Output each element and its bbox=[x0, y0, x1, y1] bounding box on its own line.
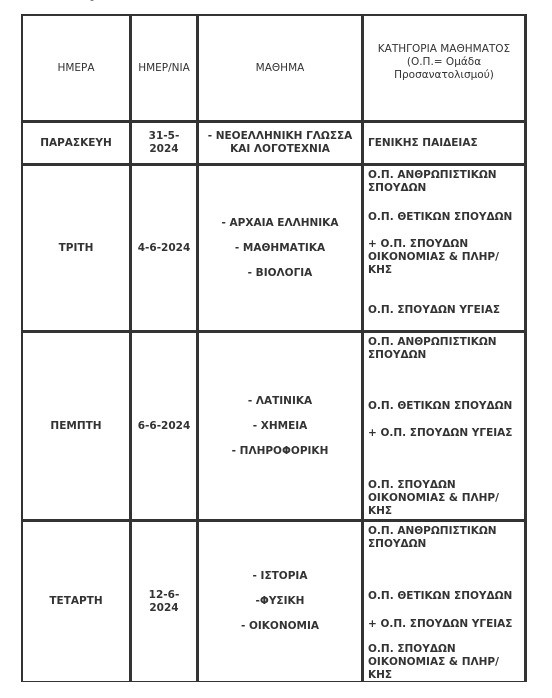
table-row-4-categories bbox=[364, 522, 524, 681]
day-label: ΤΕΤΑΡΤΗ bbox=[49, 595, 103, 607]
category-item: Ο.Π. ΘΕΤΙΚΩΝ ΣΠΟΥΔΩΝ bbox=[368, 400, 513, 412]
header-category-line3: Προσανατολισμού) bbox=[394, 69, 494, 81]
header-day bbox=[23, 16, 129, 120]
exam-schedule-table bbox=[21, 14, 527, 682]
subject-item: - ΑΡΧΑΙΑ ΕΛΛΗΝΙΚΑ bbox=[221, 216, 339, 229]
subject-item: - ΜΑΘΗΜΑΤΙΚΑ bbox=[234, 241, 326, 254]
category-item: + Ο.Π. ΣΠΟΥΔΩΝ ΥΓΕΙΑΣ bbox=[368, 618, 513, 630]
subject-item: - ΙΣΤΟΡΙΑ bbox=[252, 570, 308, 582]
table-row-4-day bbox=[23, 522, 129, 681]
header-day-label: ΗΜΕΡΑ bbox=[57, 61, 95, 74]
category-item: Ο.Π. ΘΕΤΙΚΩΝ ΣΠΟΥΔΩΝ bbox=[368, 211, 513, 223]
category-item: Ο.Π. ΣΠΟΥΔΩΝ ΟΙΚΟΝΟΜΙΑΣ & ΠΛΗΡ/ΚΗΣ bbox=[368, 643, 499, 681]
subject-item: - ΠΛΗΡΟΦΟΡΙΚΗ bbox=[231, 444, 329, 457]
day-label: ΠΕΜΠΤΗ bbox=[50, 419, 102, 432]
table-row-3-categories bbox=[364, 333, 524, 519]
date-label: 4-6-2024 bbox=[137, 241, 191, 254]
subject-line: ΚΑΙ ΛΟΓΟΤΕΧΝΙΑ bbox=[230, 143, 330, 155]
table-row-1-category bbox=[364, 123, 524, 163]
table-row-2-day bbox=[23, 166, 129, 330]
category-item: Ο.Π. ΑΝΘΡΩΠΙΣΤΙΚΩΝ ΣΠΟΥΔΩΝ bbox=[368, 169, 497, 194]
header-date bbox=[132, 16, 196, 120]
cropped-text-fragment bbox=[90, 0, 94, 1]
table-row-1-date bbox=[132, 123, 196, 163]
category-item: + Ο.Π. ΣΠΟΥΔΩΝ ΥΓΕΙΑΣ bbox=[368, 427, 513, 439]
table-row-4-date bbox=[132, 522, 196, 681]
category-item: Ο.Π. ΑΝΘΡΩΠΙΣΤΙΚΩΝ ΣΠΟΥΔΩΝ bbox=[368, 525, 497, 550]
subject-item: - ΟΙΚΟΝΟΜΙΑ bbox=[240, 620, 320, 632]
category-item: Ο.Π. ΘΕΤΙΚΩΝ ΣΠΟΥΔΩΝ bbox=[368, 590, 513, 602]
subject-item: - ΒΙΟΛΟΓΙΑ bbox=[247, 266, 313, 279]
header-date-label: ΗΜΕΡ/ΝΙΑ bbox=[138, 61, 190, 74]
subject-item: -ΦΥΣΙΚΗ bbox=[255, 595, 305, 607]
date-label: 6-6-2024 bbox=[137, 419, 191, 432]
table-row-3-subjects bbox=[199, 333, 361, 519]
category-item: Ο.Π. ΑΝΘΡΩΠΙΣΤΙΚΩΝ ΣΠΟΥΔΩΝ bbox=[368, 336, 497, 361]
header-subject-label: ΜΑΘΗΜΑ bbox=[255, 61, 305, 74]
subject-line: - ΝΕΟΕΛΛΗΝΙΚΗ ΓΛΩΣΣΑ bbox=[207, 130, 353, 142]
table-row-1-subject bbox=[199, 123, 361, 163]
category-item: Ο.Π. ΣΠΟΥΔΩΝ ΥΓΕΙΑΣ bbox=[368, 304, 501, 316]
day-label: ΠΑΡΑΣΚΕΥΗ bbox=[40, 136, 112, 149]
table-row-3-day bbox=[23, 333, 129, 519]
date-label: 12-6-2024 bbox=[148, 588, 180, 614]
subject-item: - ΧΗΜΕΙΑ bbox=[252, 419, 308, 432]
category-item: Ο.Π. ΣΠΟΥΔΩΝ ΟΙΚΟΝΟΜΙΑΣ & ΠΛΗΡ/ΚΗΣ bbox=[368, 479, 499, 517]
table-row-2-date bbox=[132, 166, 196, 330]
category-label: ΓΕΝΙΚΗΣ ΠΑΙΔΕΙΑΣ bbox=[368, 136, 478, 149]
header-category-line2: (Ο.Π.= Ομάδα bbox=[406, 56, 482, 68]
table-row-3-date bbox=[132, 333, 196, 519]
table-row-1-day bbox=[23, 123, 129, 163]
header-subject bbox=[199, 16, 361, 120]
table-row-2-subjects bbox=[199, 166, 361, 330]
header-category bbox=[364, 16, 524, 120]
header-category-line1: ΚΑΤΗΓΟΡΙΑ ΜΑΘΗΜΑΤΟΣ bbox=[377, 43, 511, 55]
subject-item: - ΛΑΤΙΝΙΚΑ bbox=[247, 394, 313, 407]
category-item: + Ο.Π. ΣΠΟΥΔΩΝ ΟΙΚΟΝΟΜΙΑΣ & ΠΛΗΡ/ΚΗΣ bbox=[368, 238, 499, 276]
table-row-2-categories bbox=[364, 166, 524, 330]
table-row-4-subjects bbox=[199, 522, 361, 681]
day-label: ΤΡΙΤΗ bbox=[58, 241, 94, 254]
date-label: 31-5-2024 bbox=[148, 130, 180, 155]
